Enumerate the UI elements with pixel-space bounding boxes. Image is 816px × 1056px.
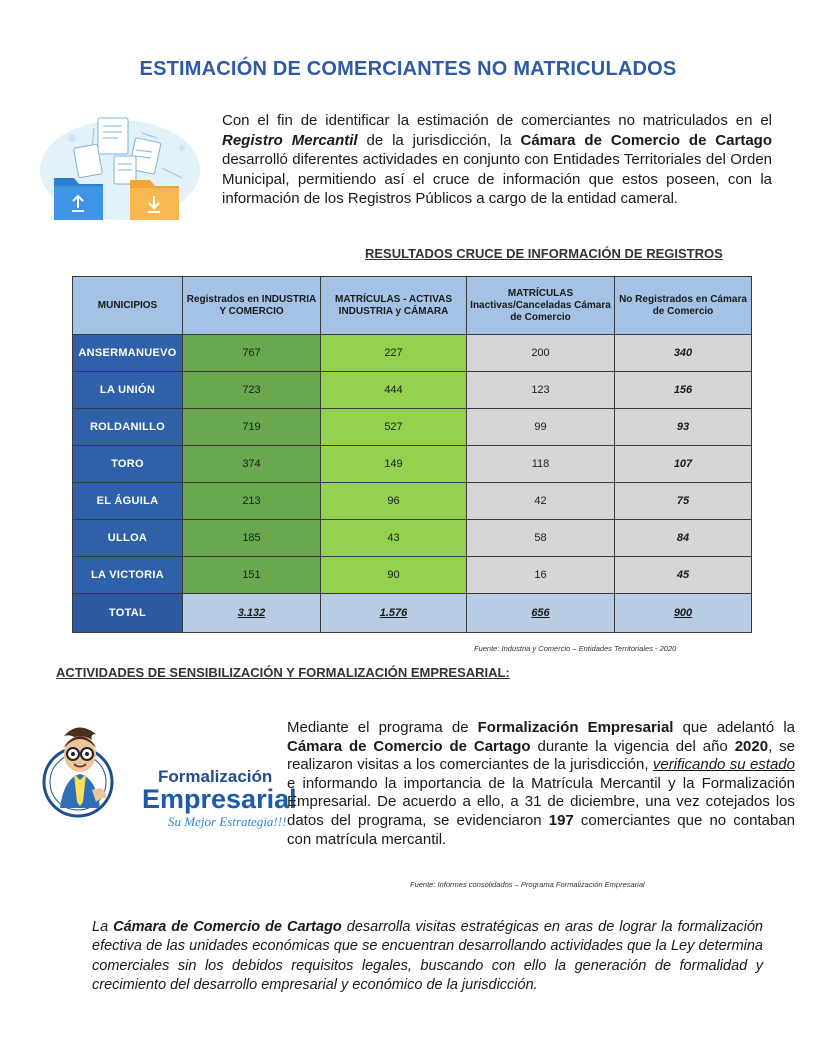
cell-no-registrados: 75 bbox=[615, 483, 752, 520]
cell-municipio: TORO bbox=[73, 446, 183, 483]
cell-total-activas: 1.576 bbox=[321, 594, 467, 633]
program-source: Fuente: Informes consolidados – Programa Formalización Empresarial bbox=[410, 880, 645, 889]
table-row bbox=[73, 557, 752, 594]
cell-activas: 96 bbox=[321, 483, 467, 520]
cell-municipio: ROLDANILLO bbox=[73, 409, 183, 446]
cell-inactivas: 42 bbox=[467, 483, 615, 520]
cell-inactivas: 58 bbox=[467, 520, 615, 557]
page-title: ESTIMACIÓN DE COMERCIANTES NO MATRICULADOS bbox=[139, 58, 677, 80]
formalizacion-empresarial-logo bbox=[40, 712, 297, 842]
formalizacion-paragraph: Mediante el programa de Formalización Empresarial que adelantó la Cámara de Comercio de Cartago durante la vigencia del año 2020, se realizaron visitas a los comerciantes de la jurisdicción, verificando su estado e informando la importancia de la Matrícula Mercantil y la Formalización Empresarial. De acuerdo a ello, a 31 de diciembre, una vez cotejados los datos del programa, se evidenciaron 197 comerciantes que no contaban con matrícula mercantil. bbox=[287, 719, 796, 848]
header-registrados: Registrados en INDUSTRIA Y COMERCIO bbox=[183, 277, 321, 335]
cell-municipio: EL ÁGUILA bbox=[73, 483, 183, 520]
logo-line1: Formalización bbox=[158, 767, 273, 786]
logo-tagline: Su Mejor Estrategia!!! bbox=[168, 814, 287, 829]
cell-inactivas: 118 bbox=[467, 446, 615, 483]
table-total-row bbox=[73, 594, 752, 633]
cell-total-registrados: 3.132 bbox=[183, 594, 321, 633]
cell-activas: 43 bbox=[321, 520, 467, 557]
table-row bbox=[73, 335, 752, 372]
cell-registrados: 213 bbox=[183, 483, 321, 520]
cell-registrados: 185 bbox=[183, 520, 321, 557]
cell-no-registrados: 107 bbox=[615, 446, 752, 483]
cell-no-registrados: 340 bbox=[615, 335, 752, 372]
header-activas: MATRÍCULAS - ACTIVAS INDUSTRIA y CÁMARA bbox=[321, 277, 467, 335]
cell-inactivas: 200 bbox=[467, 335, 615, 372]
cell-activas: 149 bbox=[321, 446, 467, 483]
cell-total-label: TOTAL bbox=[73, 594, 183, 633]
cell-municipio: LA VICTORIA bbox=[73, 557, 183, 594]
cell-no-registrados: 156 bbox=[615, 372, 752, 409]
cell-inactivas: 16 bbox=[467, 557, 615, 594]
closing-paragraph: La Cámara de Comercio de Cartago desarrolla visitas estratégicas en aras de lograr la formalización efectiva de las unidades económicas que se encuentran desarrollando actividades que la Ley determina comerciales sin los debidos requisitos legales, buscando con ello la generación de formalidad y crecimiento del desarrollo empresarial y económico de la jurisdicción. bbox=[92, 919, 763, 994]
results-table bbox=[72, 276, 752, 633]
header-municipios: MUNICIPIOS bbox=[73, 277, 183, 335]
cell-total-no-registrados: 900 bbox=[615, 594, 752, 633]
cell-inactivas: 99 bbox=[467, 409, 615, 446]
cell-registrados: 723 bbox=[183, 372, 321, 409]
cell-registrados: 374 bbox=[183, 446, 321, 483]
cell-total-inactivas: 656 bbox=[467, 594, 615, 633]
table-row bbox=[73, 446, 752, 483]
documents-folders-illustration bbox=[32, 108, 202, 226]
table-source: Fuente: Industria y Comercio – Entidades Territoriales - 2020 bbox=[474, 644, 677, 653]
cell-no-registrados: 93 bbox=[615, 409, 752, 446]
cell-no-registrados: 45 bbox=[615, 557, 752, 594]
table-header-row bbox=[73, 277, 752, 335]
cell-activas: 527 bbox=[321, 409, 467, 446]
cell-municipio: ANSERMANUEVO bbox=[73, 335, 183, 372]
cell-registrados: 719 bbox=[183, 409, 321, 446]
cell-registrados: 151 bbox=[183, 557, 321, 594]
cell-activas: 227 bbox=[321, 335, 467, 372]
table-row bbox=[73, 483, 752, 520]
cell-activas: 444 bbox=[321, 372, 467, 409]
logo-line2: Empresarial bbox=[142, 784, 297, 814]
table-row bbox=[73, 372, 752, 409]
table-title: RESULTADOS CRUCE DE INFORMACIÓN DE REGISTROS bbox=[365, 246, 723, 261]
table-row bbox=[73, 409, 752, 446]
cell-no-registrados: 84 bbox=[615, 520, 752, 557]
cell-municipio: ULLOA bbox=[73, 520, 183, 557]
header-inactivas: MATRÍCULAS Inactivas/Canceladas Cámara de Comercio bbox=[467, 277, 615, 335]
cell-inactivas: 123 bbox=[467, 372, 615, 409]
table-row bbox=[73, 520, 752, 557]
section-title: ACTIVIDADES DE SENSIBILIZACIÓN Y FORMALIZACIÓN EMPRESARIAL: bbox=[56, 665, 510, 680]
header-no-registrados: No Registrados en Cámara de Comercio bbox=[615, 277, 752, 335]
cell-registrados: 767 bbox=[183, 335, 321, 372]
intro-paragraph: Con el fin de identificar la estimación de comerciantes no matriculados en el Registro Mercantil de la jurisdicción, la Cámara de Comercio de Cartago desarrolló diferentes actividades en conjunto con Entidades Territoriales del Orden Municipal, permitiendo así el cruce de información que estos poseen, con la información de los Registros Públicos a cargo de la entidad cameral. bbox=[222, 112, 772, 207]
cell-activas: 90 bbox=[321, 557, 467, 594]
cell-municipio: LA UNIÓN bbox=[73, 372, 183, 409]
